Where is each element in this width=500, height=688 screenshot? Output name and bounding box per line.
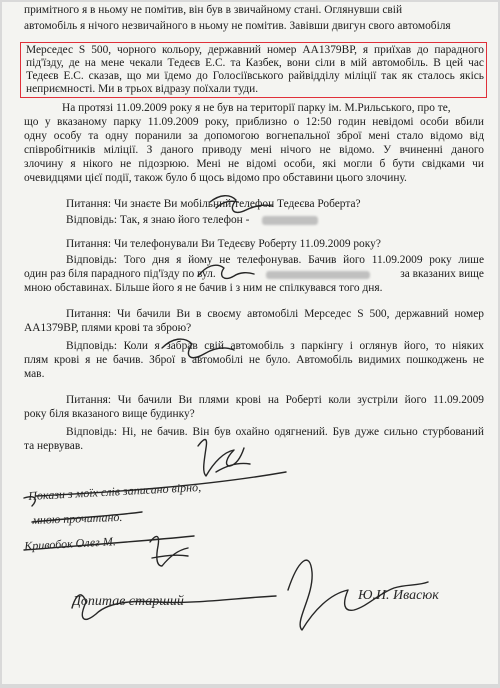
question-line: Питання: Чи телефонували Ви Тедеєву Роберту 11.09.2009 року? [66,238,381,250]
question-line: АА1379ВР, плями крові та зброю? [24,322,192,334]
signature-mark [198,440,250,477]
handwriting-layer [2,2,498,684]
document-page [2,2,498,684]
answer-line: Відповідь: Того дня я йому не телефонував. Бачив його 11.09.2009 року лише [66,254,484,266]
text-line: очевидцями цієї події, також було б щось відомо про обставини цього злочину. [24,172,407,184]
answer-line: Відповідь: Так, я знаю його телефон - [66,214,250,226]
footer-handwritten-label: Допитав старший [72,594,184,609]
answer-line: мав. [24,368,45,380]
highlighted-line: Мерседес S 500, чорного кольору, державний номер АА1379ВР, я приїхав до парадного [26,44,484,56]
text-line: примітного я в ньому не помітив, він був в звичайному стані. Оглянувши свій [24,4,403,16]
signature-mark [162,339,234,358]
answer-line: мною обставинах. Більше його я не бачив і з ним не спілкувався того дня. [24,282,383,294]
signature-mark [210,196,272,213]
question-line: Питання: Чи бачили Ви в своєму автомобілі Мерседес S 500, державний номер [66,308,484,320]
signature-mark [198,265,254,278]
text-line: автомобіль я нічого незвичайного в ньому не помітив. Завівши двигун свого автомобіля [24,20,451,32]
answer-line: Відповідь: Ні, не бачив. Він був охайно одягнений. Був дуже сильно стурбований [66,426,484,438]
handwritten-note-line: Покази з моїх слів записано вірно, [28,479,202,503]
answer-line: за вказаних вище [400,268,484,280]
text-line: одну особу та одну поранили за допомогою вогнепальної зброї мені стало відомо від [24,130,484,142]
highlighted-line: неприємності. Ми в трьох відразу поїхали туди. [26,83,259,95]
question-line: Питання: Чи бачили Ви плями крові на Роберті коли зустріли його 11.09.2009 [66,394,484,406]
answer-line: один раз біля парадного під'їзду по вул. [24,268,216,280]
highlighted-line: під'їзду, де на мене чекали Тедеєв Е.С. та Казбек, вони сіли в мій автомобіль. В цей час [26,57,484,69]
highlighted-line: Тедеєв Е.С. сказав, що ми їдемо до Голосіївського райвідділу міліції так як сталось якісь [26,70,484,82]
text-line: співробітників міліції. З даного приводу мені нічого не відомо. У вчиненні даного [24,144,484,156]
text-line: злочину я нікого не підозрюю. Мені не відомі особи, які могли б бути свідками чи [24,158,484,170]
handwritten-note-line: мною прочитано. [32,509,123,527]
text-line: На протязі 11.09.2009 року я не був на території парку ім. М.Рильського, про те, [62,102,451,114]
answer-line: Відповідь: Коли я забрав свій автомобіль з паркінгу і оглянув його, то ніяких [66,340,484,352]
handwritten-note-line: Кривобок Олег М. [24,534,117,553]
answer-line: та нервував. [24,440,84,452]
footer-signature-name: Ю.И. Ивасюк [358,588,439,603]
text-line: що у вказаному парку 11.09.2009 року, приблизно о 12:50 годин невідомі особи вбили [24,116,484,128]
answer-line: плям крові я не бачив. Зброї в автомобілі не було. Автомобіль видимих пошкоджень не [24,354,484,366]
question-line: Питання: Чи знаєте Ви мобільний телефон Тедеєва Роберта? [66,198,361,210]
question-line: року біля вказаного вище будинку? [24,408,195,420]
